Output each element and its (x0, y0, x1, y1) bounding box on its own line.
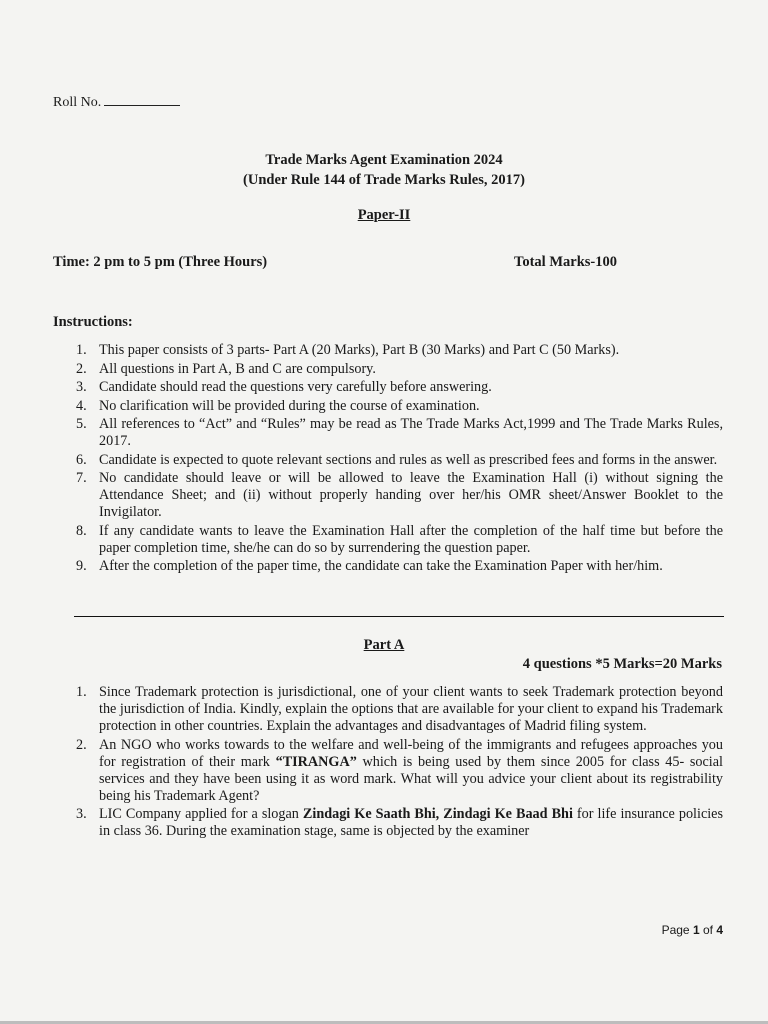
instruction-item (53, 452, 723, 469)
part-a-heading: Part A (363, 637, 405, 653)
instruction-number: 8. (76, 522, 87, 539)
question-text: Since Trademark protection is jurisdictional, one of your client wants to seek Trademark protection beyond the jurisdiction of India. Kindly, explain the options that are available for your client to expand his Trademark protection in other countries. Explain the advantages and disadvantages of Madrid filing system. (99, 684, 723, 734)
question-text: for life insurance policies in class 36. During the examination stage, same is objected by the examiner (99, 806, 723, 839)
instruction-number: 7. (76, 470, 87, 486)
instruction-text: No candidate should leave or will be allowed to leave the Examination Hall (i) without signing the Attendance Sheet; and (ii) without properly handing over her/his OMR sheet/Answer Booklet to the Invigilator. (99, 470, 723, 520)
page-prefix: Page (661, 923, 693, 937)
roll-number-label: Roll No. (53, 95, 102, 110)
question-item (53, 737, 723, 805)
instruction-item (53, 558, 723, 575)
instruction-text: All references to “Act” and “Rules” may be read as The Trade Marks Act,1999 and The Trade Marks Rules, 2017. (99, 416, 723, 449)
section-divider (74, 616, 724, 617)
question-item (53, 684, 723, 735)
question-emphasis: Zindagi Ke Saath Bhi, Zindagi Ke Baad Bhi (302, 806, 573, 822)
instructions-list (53, 342, 723, 577)
instruction-number: 4. (76, 397, 87, 414)
question-number: 1. (76, 684, 87, 700)
roll-number-blank (104, 93, 180, 106)
instruction-number: 9. (76, 558, 87, 574)
question-text: which is being used by them since 2005 for class 45- social services and they have been using it as word mark. What will you advice your client about its registrability being his Trademark Agent? (99, 753, 723, 804)
question-number: 3. (76, 806, 87, 822)
question-item (53, 806, 723, 840)
instruction-item (53, 523, 723, 557)
instruction-number: 2. (76, 360, 87, 377)
roll-number-field (53, 93, 180, 111)
instruction-text: No clarification will be provided during the course of examination. (99, 397, 480, 414)
exam-time: Time: 2 pm to 5 pm (Three Hours) (53, 254, 268, 270)
paper-number: Paper-II (357, 207, 411, 223)
instruction-number: 3. (76, 379, 87, 395)
exam-subtitle: (Under Rule 144 of Trade Marks Rules, 2017) (243, 172, 525, 188)
instruction-text: All questions in Part A, B and C are compulsory. (99, 360, 376, 377)
instruction-item (53, 361, 723, 378)
instruction-text: After the completion of the paper time, the candidate can take the Examination Paper with her/him. (99, 558, 663, 574)
question-number: 2. (76, 736, 87, 753)
exam-title: Trade Marks Agent Examination 2024 (265, 152, 503, 168)
instruction-item (53, 416, 723, 450)
question-emphasis: “TIRANGA” (275, 753, 357, 770)
page-middle: of (699, 923, 717, 937)
instruction-text: Candidate should read the questions very carefully before answering. (99, 379, 492, 395)
question-text: LIC Company applied for a slogan (99, 806, 303, 822)
part-a-questions (53, 684, 723, 842)
instruction-text: Candidate is expected to quote relevant sections and rules as well as prescribed fees and forms in the answer. (99, 451, 718, 468)
page-total: 4 (716, 923, 723, 937)
instruction-number: 1. (76, 342, 87, 358)
part-a-marks: 4 questions *5 Marks=20 Marks (522, 656, 722, 672)
question-text: An NGO who works towards to the welfare and well-being of the immigrants and refugees approaches you for registration of their mark (99, 736, 723, 770)
instruction-item (53, 379, 723, 396)
instruction-number: 5. (76, 416, 87, 432)
instruction-number: 6. (76, 451, 87, 468)
page-current: 1 (692, 923, 700, 937)
page-footer (662, 923, 723, 937)
instructions-heading: Instructions: (53, 314, 133, 330)
instruction-text: If any candidate wants to leave the Examination Hall after the completion of the half time but before the paper completion time, she/he can do so by surrendering the question paper. (99, 522, 723, 556)
instruction-item (53, 342, 723, 359)
instruction-item (53, 398, 723, 415)
instruction-text: This paper consists of 3 parts- Part A (20 Marks), Part B (30 Marks) and Part C (50 Marks). (99, 342, 620, 358)
instruction-item (53, 470, 723, 521)
total-marks: Total Marks-100 (514, 254, 617, 270)
